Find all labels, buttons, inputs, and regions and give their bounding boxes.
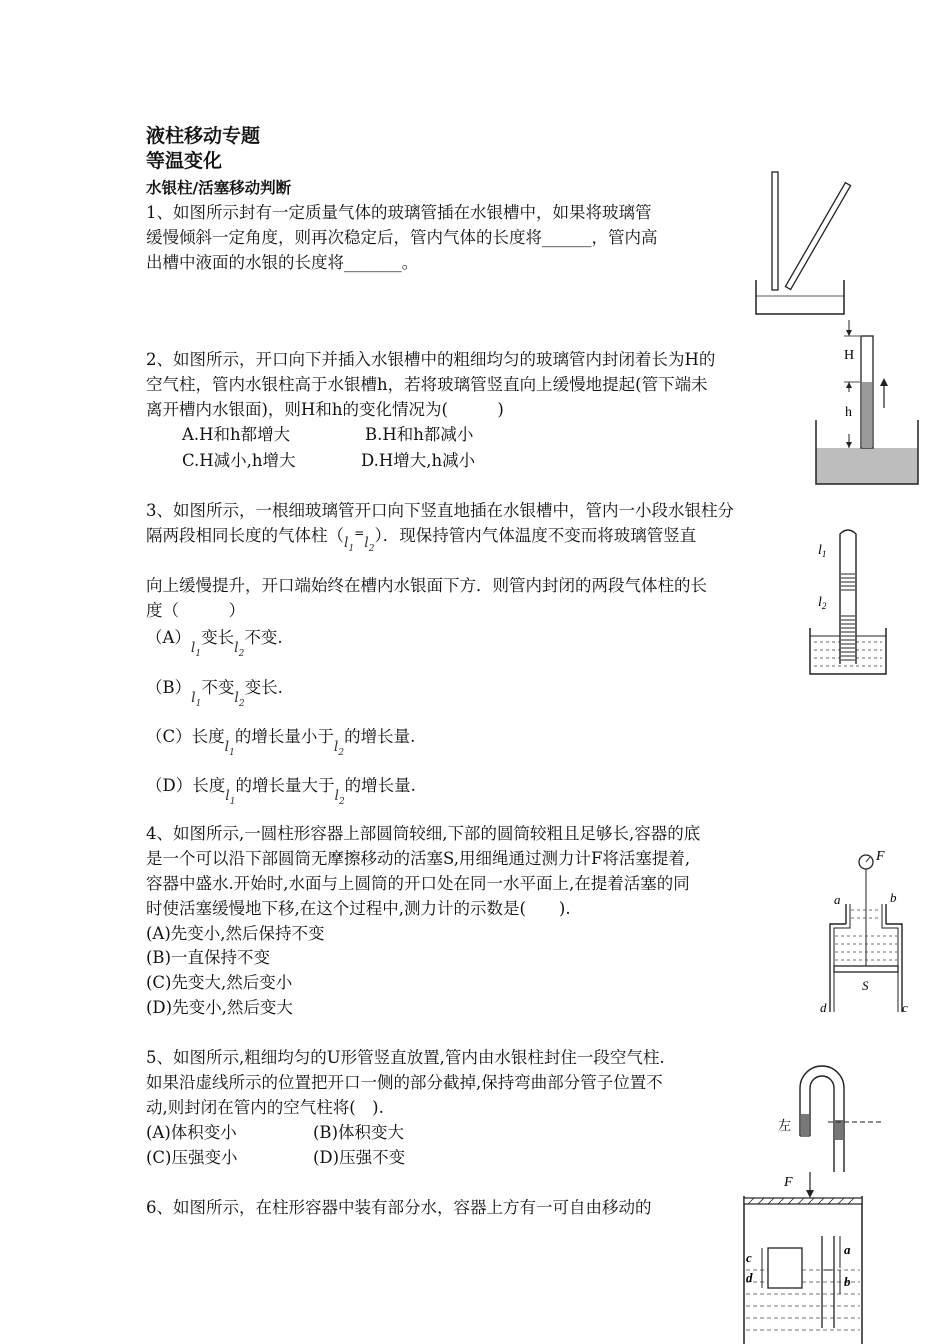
q3-var-l1: l1 bbox=[344, 535, 355, 554]
q3-fig-l1: $l_1$ bbox=[818, 543, 827, 559]
q2-fig-label-h-small: h bbox=[845, 405, 852, 420]
q5-line-2: 如果沿虚线所示的位置把开口一侧的部分截掉,保持弯曲部分管子位置不 bbox=[146, 1073, 663, 1092]
q4-fig-a: a bbox=[834, 892, 841, 907]
q2-option-b: B.H和h都减小 bbox=[365, 425, 474, 444]
q4-option-b: (B)一直保持不变 bbox=[146, 948, 270, 967]
q3-line-2-end: ）．现保持管内气体温度不变而将玻璃管竖直 bbox=[374, 526, 697, 545]
q5-option-b: (B)体积变大 bbox=[313, 1123, 404, 1142]
q4-line-4: 时使活塞缓慢地下移,在这个过程中,测力计的示数是( ). bbox=[146, 899, 571, 918]
subsection-title: 水银柱/活塞移动判断 bbox=[146, 179, 292, 197]
q3-a-l2: l2 bbox=[234, 640, 245, 659]
q4-option-c: (C)先变大,然后变小 bbox=[146, 973, 293, 992]
q3-option-a: $(A)_{l_1}$变长$_{l_2}$不变. bbox=[146, 628, 283, 659]
q2-option-c: C.H减小,h增大 bbox=[182, 451, 296, 470]
q3-d-l1: l1 bbox=[225, 788, 236, 807]
q3-c-l1: l1 bbox=[224, 739, 235, 758]
q3-option-b: $(B)_{l_1}$不变$_{l_2}$变长. bbox=[146, 678, 283, 709]
q4-fig-f: F bbox=[876, 849, 885, 864]
q2-line-3: 离开槽内水银面)，则H和h的变化情况为( ) bbox=[146, 400, 504, 419]
q3-c-l2: l2 bbox=[333, 739, 345, 758]
q3-line-4: 度（ ） bbox=[146, 601, 245, 620]
q3-eq: = bbox=[354, 526, 365, 540]
q6-line-1: 6、如图所示，在柱形容器中装有部分水，容器上方有一可自由移动的 bbox=[146, 1198, 652, 1217]
q3-option-c: （C）长度$_{l_1}$的增长量小于$_{l_2}$的增长量. bbox=[146, 727, 416, 758]
q6-figure bbox=[740, 1170, 870, 1344]
q4-line-2: 是一个可以沿下部圆筒无摩擦移动的活塞S,用细绳通过测力计F将活塞提着, bbox=[146, 849, 691, 868]
q4-option-a: (A)先变小,然后保持不变 bbox=[146, 924, 325, 943]
q4-line-1: 4、如图所示,一圆柱形容器上部圆筒较细,下部的圆筒较粗且足够长,容器的底 bbox=[146, 824, 701, 843]
q4-fig-s: S bbox=[862, 978, 869, 993]
q6-fig-f: F bbox=[784, 1175, 793, 1190]
q3-fig-l2: $l_2$ bbox=[818, 595, 827, 611]
q1-figure bbox=[752, 168, 852, 320]
q4-figure bbox=[816, 844, 912, 1016]
q3-a-l1: l1 bbox=[190, 640, 202, 659]
q4-fig-d: d bbox=[820, 1000, 827, 1015]
q2-option-d: D.H增大,h减小 bbox=[361, 451, 476, 470]
q6-fig-b: b bbox=[844, 1274, 851, 1289]
q5-line-3: 动,则封闭在管内的空气柱将( ). bbox=[146, 1098, 384, 1117]
q3-line-2 bbox=[146, 524, 696, 555]
q5-figure bbox=[776, 1052, 888, 1176]
q1-line-3: 出槽中液面的水银的长度将_______。 bbox=[146, 253, 419, 272]
q3-line-3: 向上缓慢提升，开口端始终在槽内水银面下方．则管内封闭的两段气体柱的长 bbox=[146, 576, 707, 595]
q5-line-1: 5、如图所示,粗细均匀的U形管竖直放置,管内由水银柱封住一段空气柱. bbox=[146, 1048, 665, 1067]
q1-line-1: 1、如图所示封有一定质量气体的玻璃管插在水银槽中，如果将玻璃管 bbox=[146, 203, 652, 222]
q1-line-2: 缓慢倾斜一定角度，则再次稳定后，管内气体的长度将______，管内高 bbox=[146, 228, 658, 247]
q6-fig-c: c bbox=[746, 1250, 752, 1265]
section-title: 等温变化 bbox=[146, 150, 223, 172]
q2-fig-label-h-big: H bbox=[844, 348, 855, 363]
q2-line-2: 空气柱，管内水银柱高于水银槽h，若将玻璃管竖直向上缓慢地提起(管下端未 bbox=[146, 375, 708, 394]
q5-option-d: (D)压强不变 bbox=[313, 1148, 406, 1167]
q3-line-1: 3、如图所示，一根细玻璃管开口向下竖直地插在水银槽中，管内一小段水银柱分 bbox=[146, 501, 734, 520]
q3-line-2-start: 隔两段相同长度的气体柱（ bbox=[146, 526, 344, 545]
q2-figure bbox=[812, 316, 922, 488]
q3-b-l2: l2 bbox=[234, 690, 245, 709]
q3-b-l1: l1 bbox=[191, 690, 202, 709]
q3-var-l2: l2 bbox=[364, 535, 375, 554]
page-title: 液柱移动专题 bbox=[146, 125, 261, 147]
q4-option-d: (D)先变小,然后变大 bbox=[146, 998, 293, 1017]
q4-fig-b: b bbox=[890, 890, 897, 905]
q5-option-a: (A)体积变小 bbox=[146, 1123, 237, 1142]
q2-line-1: 2、如图所示，开口向下并插入水银槽中的粗细均匀的玻璃管内封闭着长为H的 bbox=[146, 350, 716, 369]
q5-fig-left: 左 bbox=[778, 1118, 792, 1133]
q3-figure bbox=[806, 524, 890, 680]
q3-d-l2: l2 bbox=[334, 788, 345, 807]
q4-fig-c: c bbox=[902, 1000, 908, 1015]
q2-option-a: A.H和h都增大 bbox=[182, 425, 291, 444]
q6-fig-a: a bbox=[844, 1242, 851, 1257]
q3-option-d: （D）长度$_{l_1}$的增长量大于$_{l_2}$的增长量. bbox=[146, 776, 416, 807]
q5-option-c: (C)压强变小 bbox=[146, 1148, 238, 1167]
q4-line-3: 容器中盛水.开始时,水面与上圆筒的开口处在同一水平面上,在提着活塞的同 bbox=[146, 874, 690, 893]
q6-fig-d: d bbox=[746, 1270, 753, 1285]
